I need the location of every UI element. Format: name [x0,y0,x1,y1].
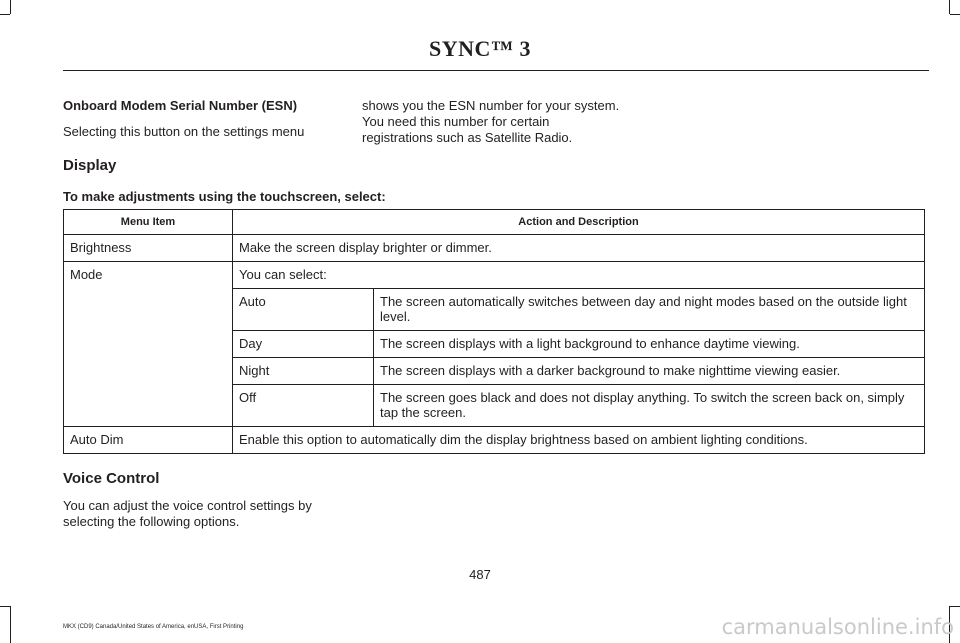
esn-right-line: shows you the ESN number for your system. [362,98,620,113]
voice-control-text [63,498,312,530]
mode-option-description: The screen displays with a darker background to make nighttime viewing easier. [374,358,925,385]
mode-option-name: Off [233,385,374,427]
mode-options-table [233,288,924,426]
crop-mark [10,0,11,14]
table-header-row [64,210,925,235]
esn-heading: Onboard Modem Serial Number (ESN) [63,98,298,113]
mode-option-description: The screen displays with a light background to enhance daytime viewing. [374,331,925,358]
mode-option-description: The screen goes black and does not display anything. To switch the screen back on, simply tap the screen. [374,385,925,427]
mode-option-name: Night [233,358,374,385]
crop-mark [950,606,960,607]
page-number: 487 [469,567,491,582]
table-row [64,262,925,427]
esn-left-text: Selecting this button on the settings menu [63,124,305,139]
mode-option-row [233,289,924,331]
crop-mark [0,14,10,15]
mode-option-description: The screen automatically switches between day and night modes based on the outside light level. [374,289,925,331]
menu-item-auto-dim: Auto Dim [70,432,124,447]
header-rule [63,70,929,71]
auto-dim-description: Enable this option to automatically dim the display brightness based on ambient lighting conditions. [239,432,808,447]
esn-right-line: registrations such as Satellite Radio. [362,130,573,145]
display-section-title: Display [63,157,117,174]
esn-right-text [362,98,619,146]
mode-option-name: Day [233,331,374,358]
crop-mark [10,606,11,643]
crop-mark [949,0,950,14]
page-header-title: SYNC™ 3 [429,36,531,61]
mode-description: You can select: [239,267,327,282]
table-row [64,235,925,262]
display-instruction: To make adjustments using the touchscreen, select: [63,189,386,204]
table-row [64,427,925,454]
mode-option-name: Auto [233,289,374,331]
mode-option-row [233,385,924,427]
display-settings-table [63,209,925,454]
esn-right-line: You need this number for certain [362,114,550,129]
column-header-menu-item: Menu Item [64,210,233,235]
print-footer: MKX (CD9) Canada/United States of America, enUSA, First Printing [63,624,244,630]
mode-option-row [233,331,924,358]
watermark: carmanualsonline.info [721,615,954,639]
menu-item-brightness: Brightness [70,240,132,255]
voice-control-title: Voice Control [63,470,160,487]
mode-option-row [233,358,924,385]
column-header-action: Action and Description [233,210,925,235]
voice-control-line: selecting the following options. [63,514,240,529]
voice-control-line: You can adjust the voice control settings by [63,498,312,513]
crop-mark [950,14,960,15]
crop-mark [0,606,10,607]
brightness-description: Make the screen display brighter or dimmer. [239,240,492,255]
menu-item-mode: Mode [70,267,103,282]
